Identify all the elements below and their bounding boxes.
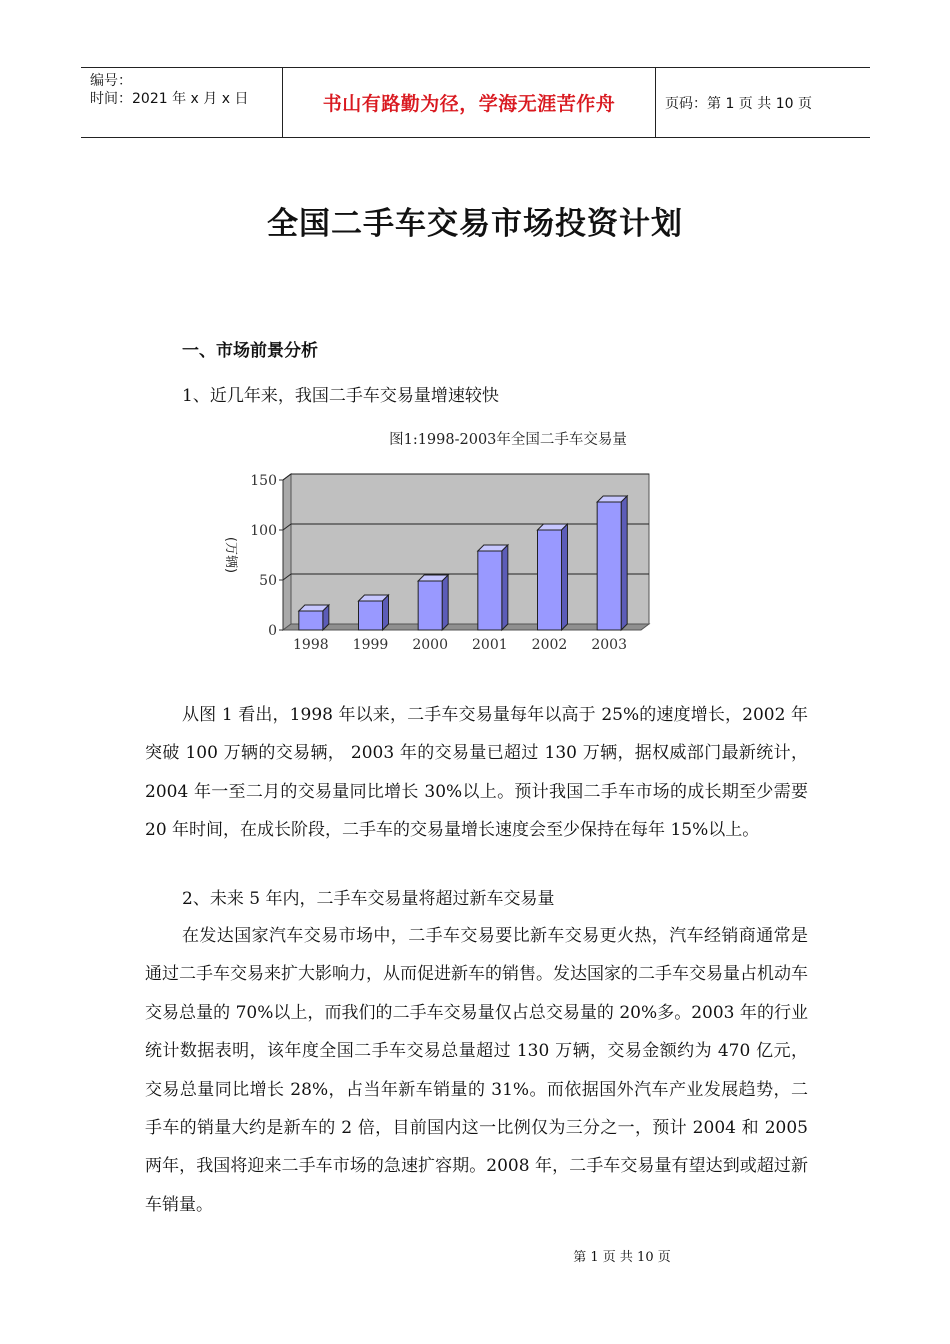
subheading-1: 1、近几年来，我国二手车交易量增速较快: [182, 386, 499, 406]
header-table: [81, 67, 870, 138]
x-tick-label: 2001: [472, 637, 508, 653]
bar-chart: [205, 460, 665, 660]
bar: [538, 530, 562, 630]
plot-back-wall: [283, 474, 649, 630]
header-meta: [81, 68, 282, 137]
bar-side: [502, 545, 508, 630]
header-page-info: 页码：第 1 页 共 10 页: [665, 95, 812, 112]
bar: [597, 502, 621, 630]
header-divider: [655, 68, 656, 137]
page-footer: 第 1 页 共 10 页: [573, 1250, 671, 1265]
x-tick-label: 2000: [412, 637, 448, 653]
number-label: 编号：: [90, 73, 132, 89]
x-tick-label: 1999: [352, 637, 389, 653]
y-tick-label: 100: [250, 523, 277, 539]
bar: [299, 611, 323, 630]
plot-floor: [283, 624, 649, 630]
y-tick-label: 0: [268, 623, 277, 639]
bar-side: [442, 575, 448, 630]
x-tick-label: 2003: [591, 637, 627, 653]
header-motto: 书山有路勤为径，学海无涯苦作舟: [322, 93, 616, 115]
paragraph-1: 从图 1 看出，1998 年以来，二手车交易量每年以高于 25%的速度增长，2002 年突破 100 万辆的交易辆， 2003 年的交易量已超过 130 万辆，据权威部门最新统计，2004 年一至二月的交易量同比增长 30%以上。预计我国二手车市场的成长期至少需要 20 年时间，在成长阶段，二手车的交易量增长速度会至少保持在每年 15%以上。: [145, 705, 808, 841]
subheading-2: 2、未来 5 年内，二手车交易量将超过新车交易量: [182, 889, 555, 909]
plot-side-wall: [283, 474, 291, 630]
bar-side: [621, 496, 627, 630]
y-tick-label: 50: [259, 573, 277, 589]
y-tick-label: 150: [250, 473, 277, 489]
y-axis-label: (万辆): [223, 536, 238, 574]
bar-side: [383, 595, 389, 630]
x-tick-label: 2002: [531, 637, 568, 653]
document-title: 全国二手车交易市场投资计划: [267, 206, 683, 242]
x-tick-label: 1998: [293, 637, 329, 653]
bar: [478, 551, 502, 630]
bar-side: [562, 524, 568, 630]
section-heading: 一、市场前景分析: [182, 341, 318, 361]
bar: [418, 581, 442, 630]
chart-title: 图1:1998-2003年全国二手车交易量: [389, 432, 627, 448]
time-label: 时间：2021 年 x 月 x 日: [90, 91, 249, 107]
paragraph-2: 在发达国家汽车交易市场中，二手车交易要比新车交易更火热，汽车经销商通常是通过二手车交易来扩大影响力，从而促进新车的销售。发达国家的二手车交易量占机动车交易总量的 70%以上，而我们的二手车交易量仅占总交易量的 20%多。2003 年的行业统计数据表明，该年度全国二手车交易总量超过 130 万辆，交易金额约为 470 亿元，交易总量同比增长 28%，占当年新车销量的 31%。而依据国外汽车产业发展趋势，二手车的销量大约是新车的 2 倍，目前国内这一比例仅为三分之一，预计 2004 和 2005 两年，我国将迎来二手车市场的急速扩容期。2008 年，二手车交易量有望达到或超过新车销量。: [145, 926, 808, 1215]
bar: [359, 601, 383, 630]
